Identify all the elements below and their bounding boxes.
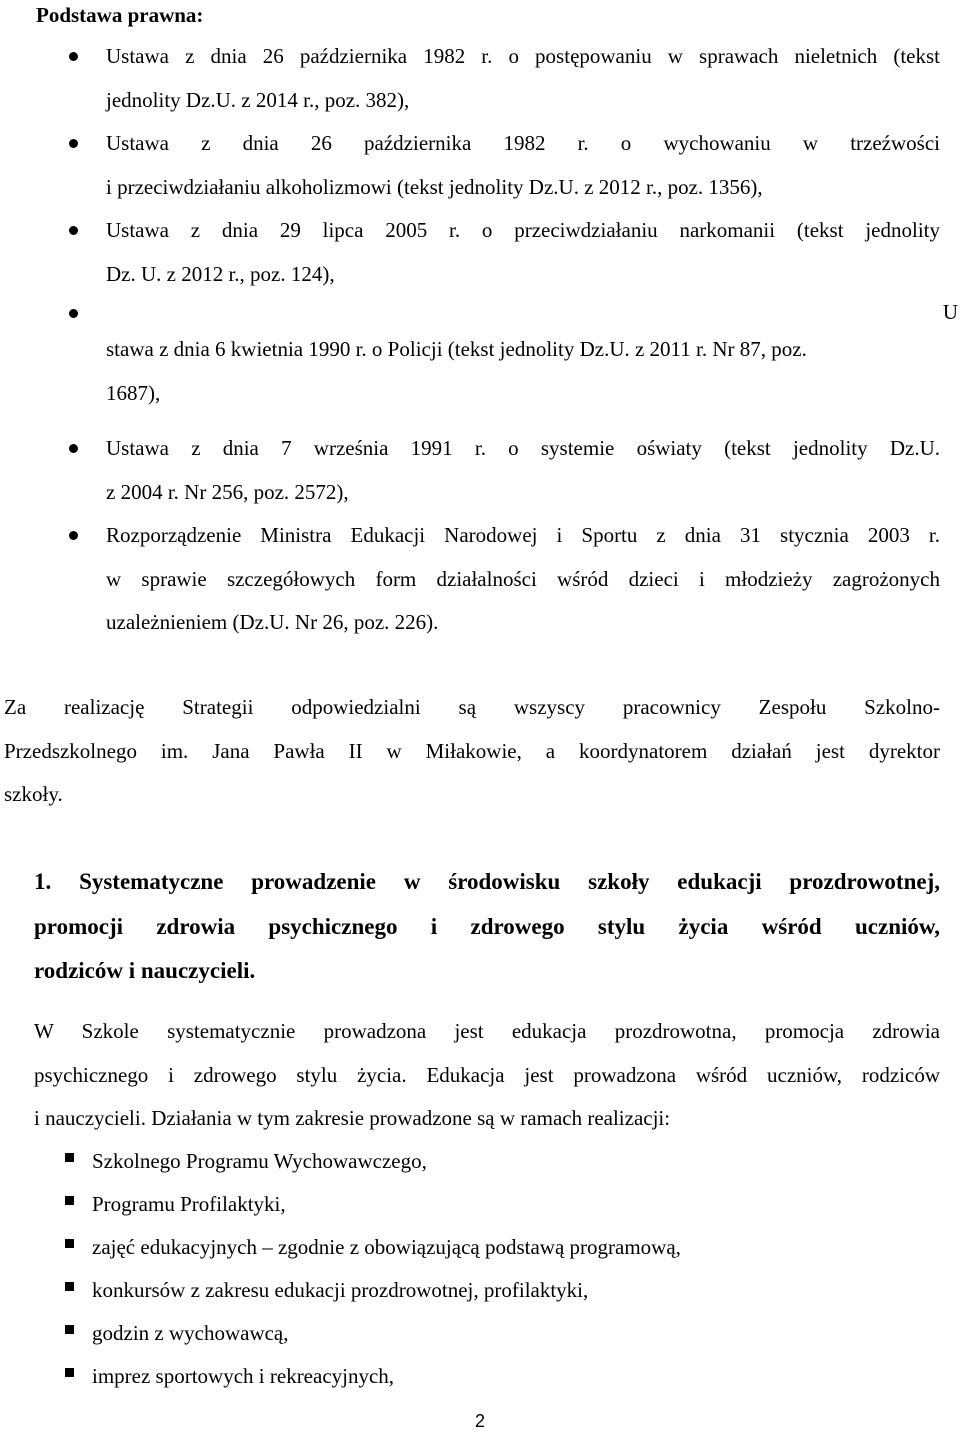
list-item-text: Programu Profilaktyki, xyxy=(92,1192,286,1216)
bullet-dot-icon xyxy=(69,226,78,235)
heading-line: promocji zdrowia psychicznego i zdrowego stylu życia wśród uczniów, xyxy=(34,913,940,939)
list-item xyxy=(0,1355,960,1398)
item-line: Ustawa z dnia 7 września 1991 r. o systemie oświaty (tekst jednolity Dz.U. xyxy=(106,436,940,460)
page-number: 2 xyxy=(474,1411,485,1431)
responsibility-paragraph xyxy=(4,686,940,817)
list-item xyxy=(0,1269,960,1312)
bullet-dot-icon xyxy=(69,309,78,318)
heading-line: 1. Systematyczne prowadzenie w środowisku szkoły edukacji prozdrowotnej, xyxy=(34,869,940,894)
list-item xyxy=(0,1140,960,1183)
square-bullet-icon xyxy=(65,1368,74,1377)
paragraph-line: psychicznego i zdrowego stylu życia. Edukacja jest prowadzona wśród uczniów, rodziców xyxy=(34,1062,940,1087)
item-line: Ustawa z dnia 29 lipca 2005 r. o przeciwdziałaniu narkomanii (tekst jednolity xyxy=(106,218,940,242)
item-line: Rozporządzenie Ministra Edukacji Narodowej i Sportu z dnia 31 stycznia 2003 r. xyxy=(106,523,940,547)
paragraph-line: szkoły. xyxy=(4,782,63,806)
bullet-dot-icon xyxy=(69,52,78,61)
item-line: i przeciwdziałaniu alkoholizmowi (tekst jednolity Dz.U. z 2012 r., poz. 1356), xyxy=(106,174,763,199)
stray-letter: U xyxy=(942,300,958,324)
heading-line: rodziców i nauczycieli. xyxy=(34,958,256,983)
square-bullet-icon xyxy=(65,1196,74,1205)
list-item xyxy=(0,1226,960,1269)
list-item-text: Szkolnego Programu Wychowawczego, xyxy=(92,1149,427,1173)
bullet-dot-icon xyxy=(69,444,78,453)
item-line: z 2004 r. Nr 256, poz. 2572), xyxy=(106,479,349,504)
item-line: stawa z dnia 6 kwietnia 1990 r. o Policji (tekst jednolity Dz.U. z 2011 r. Nr 87, poz. xyxy=(106,337,807,361)
list-item xyxy=(0,1183,960,1226)
list-item-text: godzin z wychowawcą, xyxy=(92,1321,289,1345)
paragraph-line: Za realizację Strategii odpowiedzialni są wszyscy pracownicy Zespołu Szkolno- xyxy=(4,695,940,719)
bullet-dot-icon xyxy=(69,531,78,540)
square-bullet-icon xyxy=(65,1153,74,1162)
item-line: jednolity Dz.U. z 2014 r., poz. 382), xyxy=(106,87,410,112)
paragraph-line: Przedszkolnego im. Jana Pawła II w Miłakowie, a koordynatorem działań jest dyrektor xyxy=(4,738,940,763)
item-line: 1687), xyxy=(106,380,161,405)
item-line: Dz. U. z 2012 r., poz. 124), xyxy=(106,261,335,286)
item-line: Ustawa z dnia 26 października 1982 r. o postępowaniu w sprawach nieletnich (tekst xyxy=(106,44,940,68)
legal-basis-label: Podstawa prawna: xyxy=(36,3,204,27)
item-line: uzależnieniem (Dz.U. Nr 26, poz. 226). xyxy=(106,610,439,634)
bullet-dot-icon xyxy=(69,139,78,148)
item-line: Ustawa z dnia 26 października 1982 r. o wychowaniu w trzeźwości xyxy=(106,131,940,155)
list-item xyxy=(0,1312,960,1355)
list-item-text: imprez sportowych i rekreacyjnych, xyxy=(92,1364,395,1388)
list-item-text: zajęć edukacyjnych – zgodnie z obowiązującą podstawą programową, xyxy=(92,1235,681,1259)
item-line: w sprawie szczegółowych form działalności wśród dzieci i młodzieży zagrożonych xyxy=(106,566,940,591)
section-paragraph xyxy=(34,1010,940,1141)
section-heading xyxy=(34,860,940,994)
paragraph-line: i nauczycieli. Działania w tym zakresie prowadzone są w ramach realizacji: xyxy=(34,1106,671,1130)
square-bullet-icon xyxy=(65,1239,74,1248)
square-bullet-icon xyxy=(65,1325,74,1334)
square-bullet-icon xyxy=(65,1282,74,1291)
list-item-text: konkursów z zakresu edukacji prozdrowotnej, profilaktyki, xyxy=(92,1278,589,1302)
paragraph-line: W Szkole systematycznie prowadzona jest edukacja prozdrowotna, promocja zdrowia xyxy=(34,1019,940,1043)
